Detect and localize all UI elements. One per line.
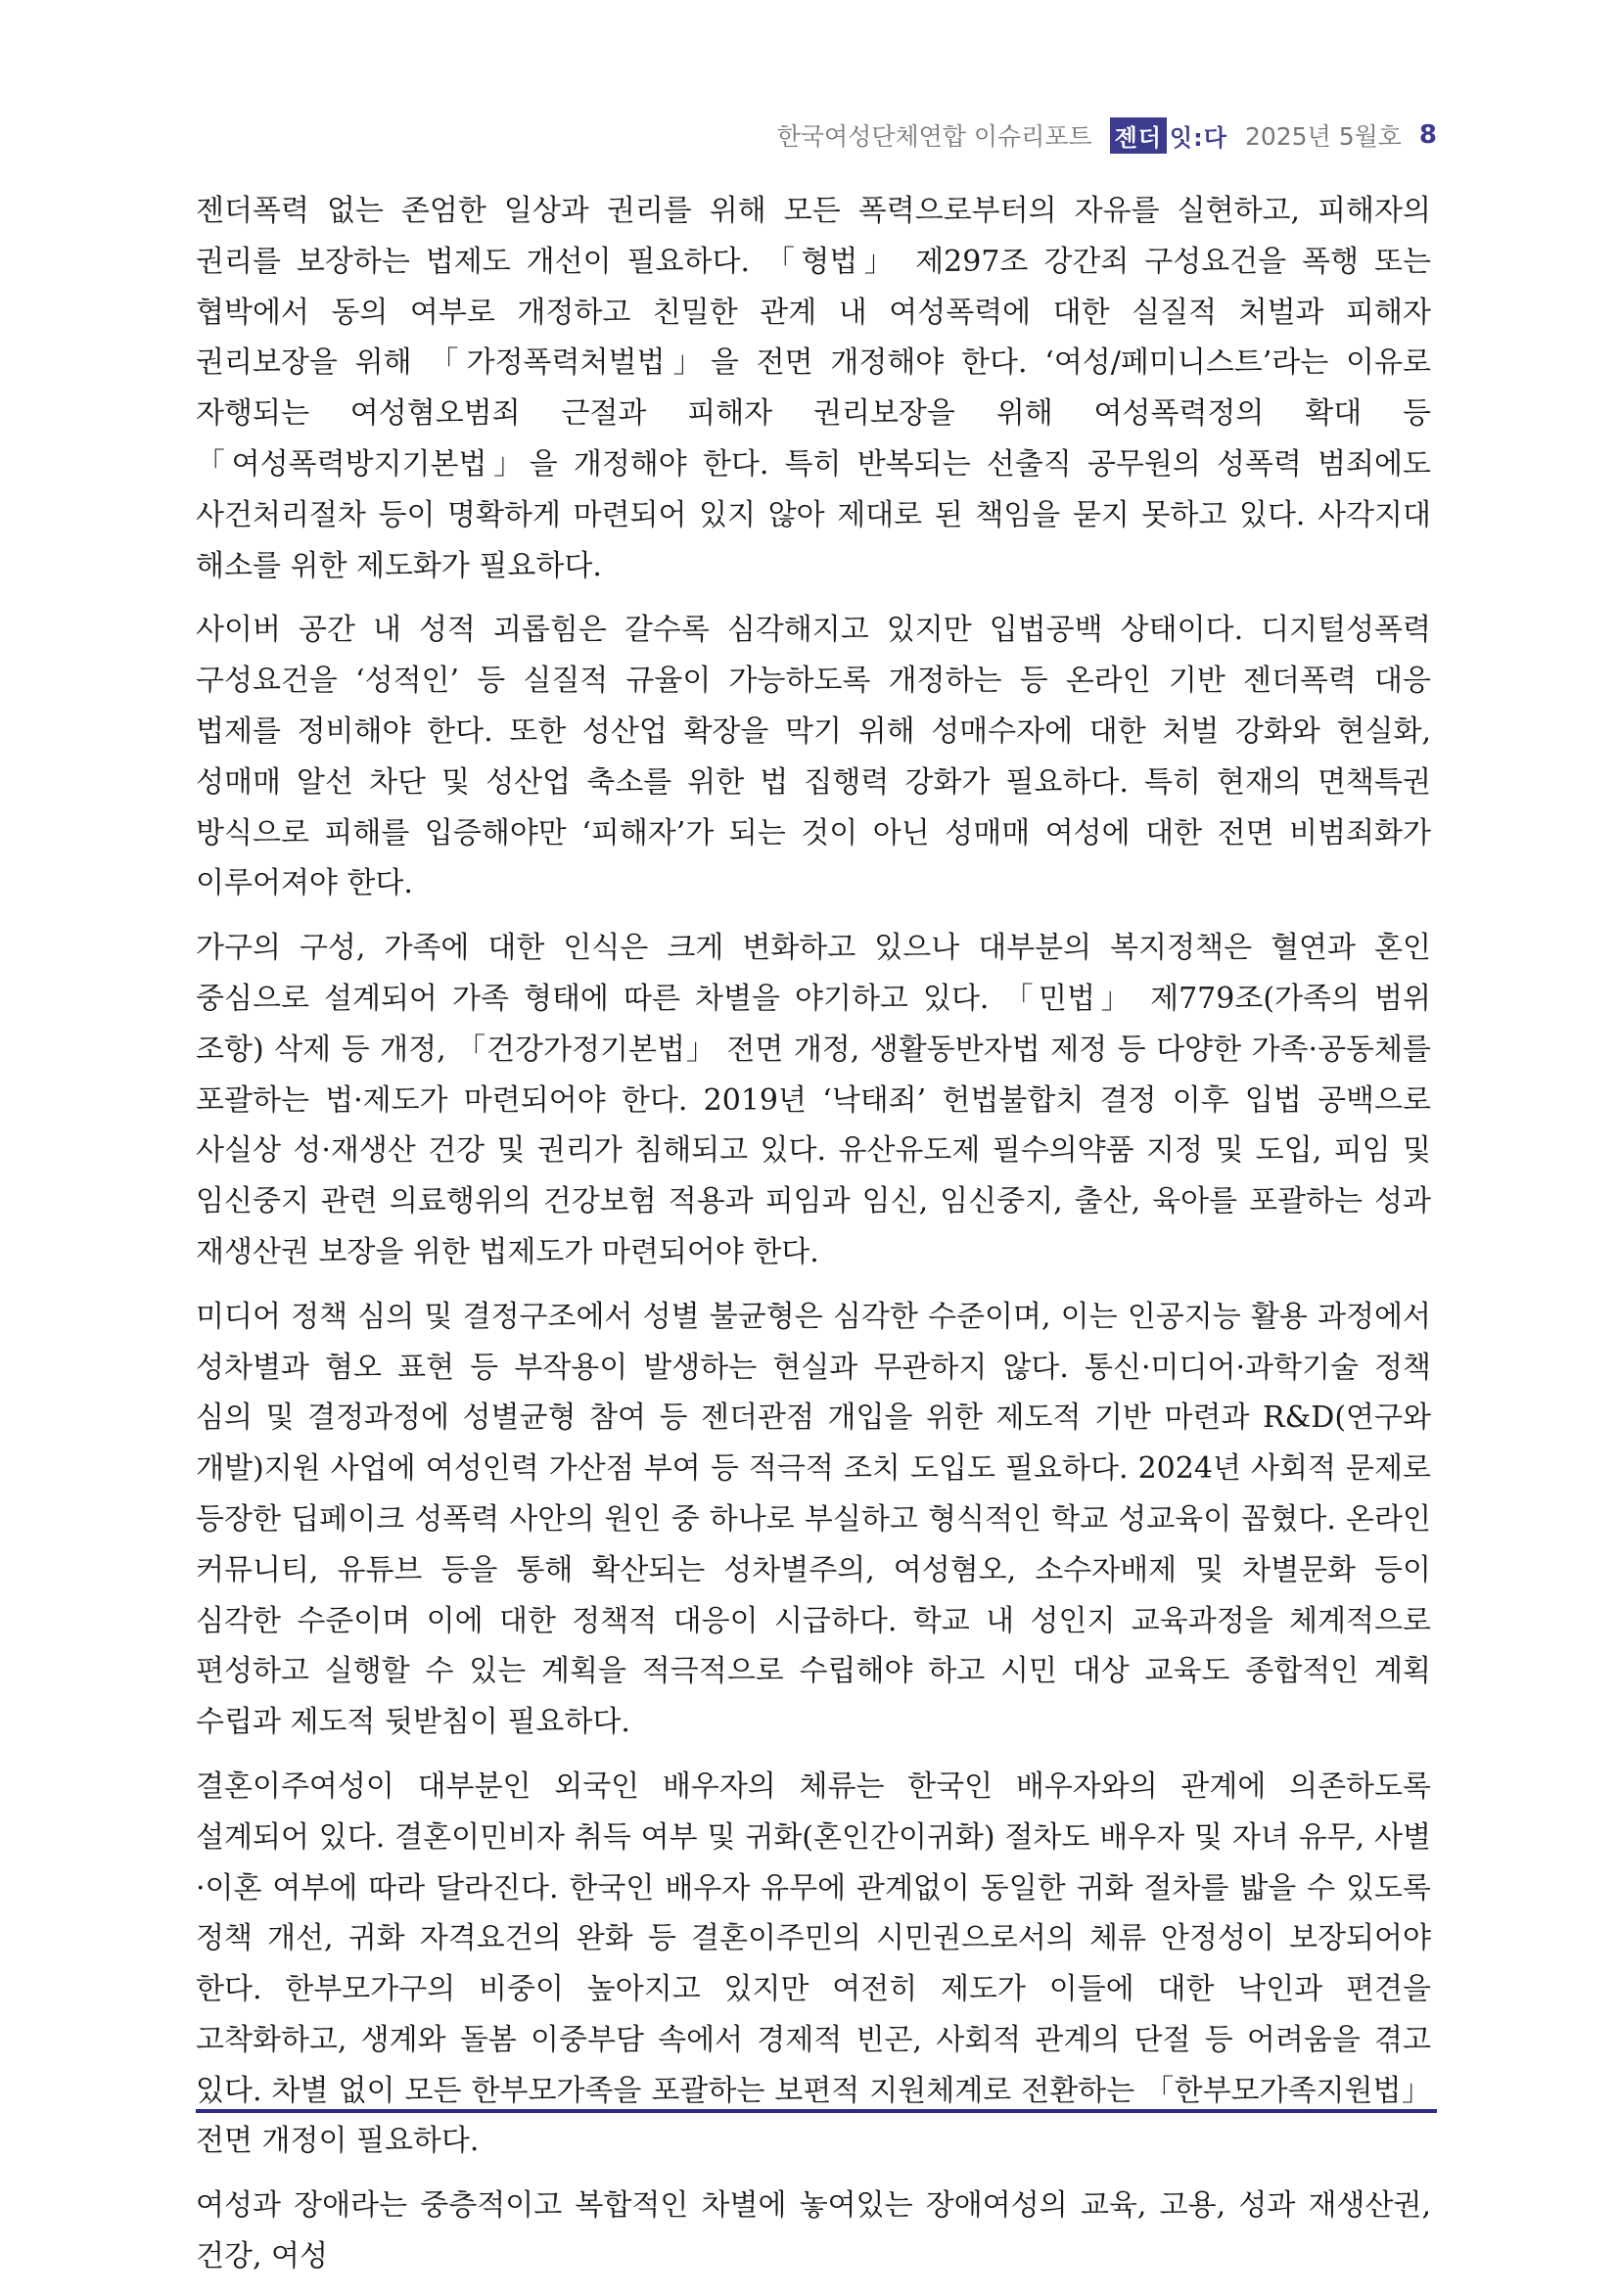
paragraph-gender-violence: 젠더폭력 없는 존엄한 일상과 권리를 위해 모든 폭력으로부터의 자유를 실현하고, 피해자의 권리를 보장하는 법제도 개선이 필요하다. 「형법」 제297조 강간죄 구성요건을 폭행 또는 협박에서 동의 여부로 개정하고 친밀한 관계 내 여성폭력에 대한 실질적 처벌과 피해자 권리보장을 위해 「가정폭력처벌법」을 전면 개정해야 한다. ‘여성/페미니스트’라는 이유로 자행되는 여성혐오범죄 근절과 피해자 권리보장을 위해 여성폭력정의 확대 등 「여성폭력방지기본법」을 개정해야 한다. 특히 반복되는 선출직 공무원의 성폭력 범죄에도 사건처리절차 등이 명확하게 마련되어 있지 않아 제대로 된 책임을 묻지 못하고 있다. 사각지대 해소를 위한 제도화가 필요하다.	[196, 194, 1431, 583]
logo-box-text: 젠더	[1110, 117, 1167, 154]
paragraph-family-reproductive-rights: 가구의 구성, 가족에 대한 인식은 크게 변화하고 있으나 대부분의 복지정책은 혈연과 혼인 중심으로 설계되어 가족 형태에 따른 차별을 야기하고 있다. 「민법」 제779조(가족의 범위 조항) 삭제 등 개정, 「건강가정기본법」 전면 개정, 생활동반자법 제정 등 다양한 가족·공동체를 포괄하는 법·제도가 마련되어야 한다. 2019년 ‘낙태죄’ 헌법불합치 결정 이후 입법 공백으로 사실상 성·재생산 건강 및 권리가 침해되고 있다. 유산유도제 필수의약품 지정 및 도입, 피임 및 임신중지 관련 의료행위의 건강보험 적용과 피임과 임신, 임신중지, 출산, 육아를 포괄하는 성과 재생산권 보장을 위한 법제도가 마련되어야 한다.	[196, 931, 1431, 1269]
paragraph-migrant-single-parent: 결혼이주여성이 대부분인 외국인 배우자의 체류는 한국인 배우자와의 관계에 의존하도록 설계되어 있다. 결혼이민비자 취득 여부 및 귀화(혼인간이귀화) 절차도 배우자 및 자녀 유무, 사별·이혼 여부에 따라 달라진다. 한국인 배우자 유무에 관계없이 동일한 귀화 절차를 밟을 수 있도록 정책 개선, 귀화 자격요건의 완화 등 결혼이주민의 시민권으로서의 체류 안정성이 보장되어야 한다. 한부모가구의 비중이 높아지고 있지만 여전히 제도가 이들에 대한 낙인과 편견을 고착화하고, 생계와 돌봄 이중부담 속에서 경제적 빈곤, 사회적 관계의 단절 등 어려움을 겪고 있다. 차별 없이 모든 한부모가족을 포괄하는 보편적 지원체계로 전환하는 「한부모가족지원법」 전면 개정이 필요하다.	[196, 1768, 1431, 2159]
page-number: 8	[1418, 120, 1437, 150]
paragraph-cyber-sexual-harassment: 사이버 공간 내 성적 괴롭힘은 갈수록 심각해지고 있지만 입법공백 상태이다. 디지털성폭력 구성요건을 ‘성적인’ 등 실질적 규율이 가능하도록 개정하는 등 온라인 기반 젠더폭력 대응 법제를 정비해야 한다. 또한 성산업 확장을 막기 위해 성매수자에 대한 처벌 강화와 현실화, 성매매 알선 차단 및 성산업 축소를 위한 법 집행력 강화가 필요하다. 특히 현재의 면책특권 방식으로 피해를 입증해야만 ‘피해자’가 되는 것이 아닌 성매매 여성에 대한 전면 비범죄화가 이루어져야 한다.	[196, 613, 1431, 901]
paragraph-media-education: 미디어 정책 심의 및 결정구조에서 성별 불균형은 심각한 수준이며, 이는 인공지능 활용 과정에서 성차별과 혐오 표현 등 부작용이 발생하는 현실과 무관하지 않다. 통신·미디어·과학기술 정책 심의 및 결정과정에 성별균형 참여 등 젠더관점 개입을 위한 제도적 기반 마련과 R&D(연구와 개발)지원 사업에 여성인력 가산점 부여 등 적극적 조치 도입도 필요하다. 2024년 사회적 문제로 등장한 딥페이크 성폭력 사안의 원인 중 하나로 부실하고 형식적인 학교 성교육이 꼽혔다. 온라인 커뮤니티, 유튜브 등을 통해 확산되는 성차별주의, 여성혐오, 소수자배제 및 차별문화 등이 심각한 수준이며 이에 대한 정책적 대응이 시급하다. 학교 내 성인지 교육과정을 체계적으로 편성하고 실행할 수 있는 계획을 적극적으로 수립해야 하고 시민 대상 교육도 종합적인 계획 수립과 제도적 뒷받침이 필요하다.	[196, 1299, 1432, 1740]
paragraph-disabled-women: 여성과 장애라는 중층적이고 복합적인 차별에 놓여있는 장애여성의 교육, 고용, 성과 재생산권, 건강, 여성	[196, 2188, 1431, 2274]
logo-rest-text: 잇:다	[1170, 123, 1227, 152]
issue-date: 2025년 5월호	[1244, 122, 1402, 151]
footer-rule	[196, 2109, 1437, 2113]
org-title: 한국여성단체연합 이슈리포트	[776, 122, 1092, 151]
body-text	[196, 186, 1431, 2296]
gender-itda-logo	[1110, 117, 1227, 154]
page-header	[777, 115, 1437, 155]
